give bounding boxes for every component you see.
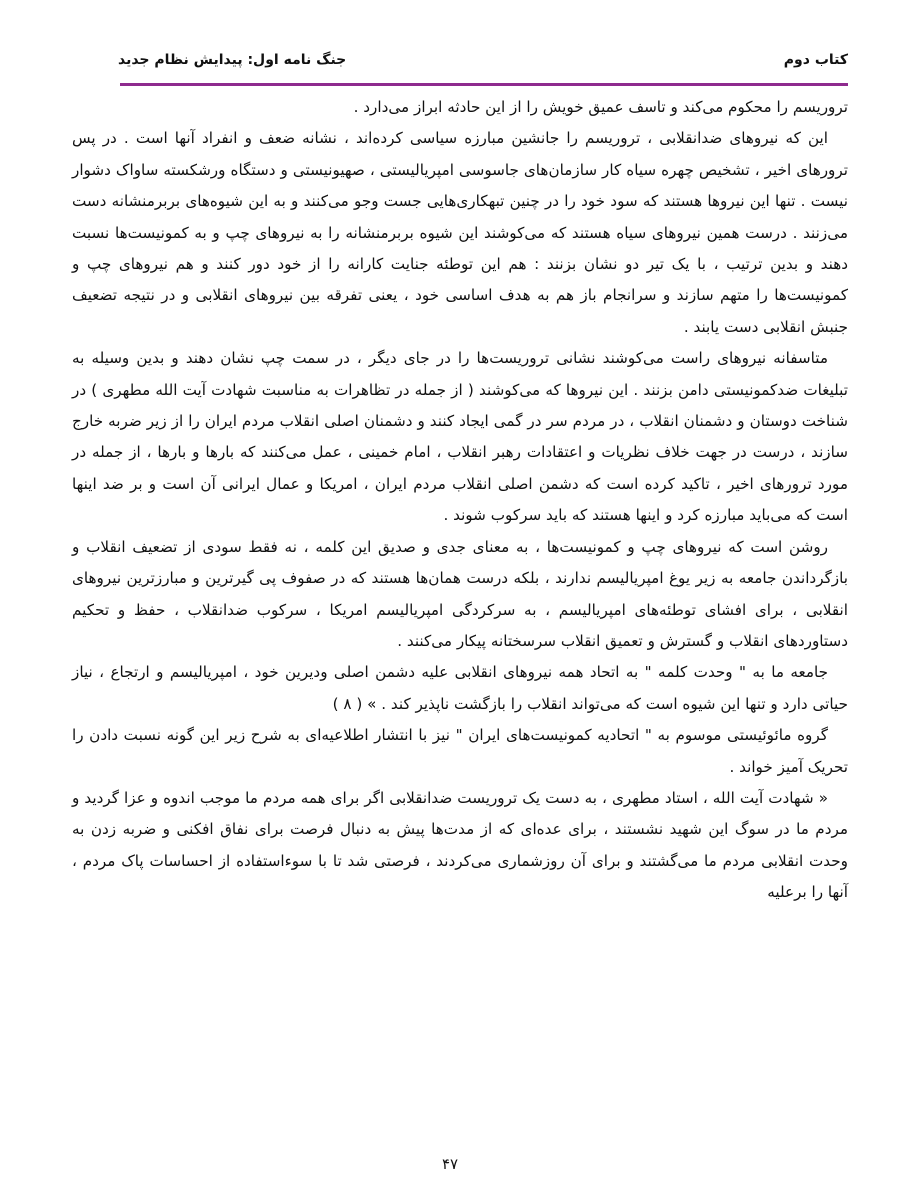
- paragraph: گروه مائوئیستی موسوم به " اتحادیه کمونیست‌های ایران " نیز با انتشار اطلاعیه‌ای به شرح زیر این گونه نسبت دادن را تحریک آمیز خواند .: [72, 726, 848, 776]
- chapter-title: جنگ نامه اول: پیدایش نظام جدید: [118, 52, 347, 68]
- page-body: [72, 92, 848, 909]
- header-divider: [120, 83, 848, 86]
- page-number: ۴۷: [441, 1155, 459, 1173]
- paragraph: روشن است که نیروهای چپ و کمونیست‌ها ، به معنای جدی و صدیق این کلمه ، نه فقط سودی از تضعیف انقلاب و بازگرداندن جامعه به زیر یوغ امپریالیسم ندارند ، بلکه درست همان‌ها هستند که در صفوف پی گیرترین و مبارزترین نیروهای انقلابی ، برای افشای توطئه‌های امپریالیسم ، به سرکردگی امپریالیسم امریکا ، سرکوب ضدانقلاب ، حفظ و تحکیم دستاوردهای انقلاب و گسترش و تعمیق انقلاب سرسختانه پیکار می‌کنند .: [72, 537, 848, 650]
- paragraph: تروریسم را محکوم می‌کند و تاسف عمیق خویش را از این حادثه ابراز می‌دارد .: [353, 98, 848, 116]
- book-title: کتاب دوم: [783, 52, 848, 68]
- paragraph: جامعه ما به " وحدت کلمه " به اتحاد همه نیروهای انقلابی علیه دشمن اصلی ودیرین خود ، امپریالیسم و ارتجاع ، نیاز حیاتی دارد و تنها این شیوه است که می‌تواند انقلاب را بازگشت ناپذیر کند . » ( ۸ ): [72, 663, 848, 713]
- paragraph: این که نیروهای ضدانقلابی ، تروریسم را جانشین مبارزه سیاسی کرده‌اند ، نشانه ضعف و انفراد آنها است . در پس ترورهای اخیر ، تشخیص چهره سیاه کار سازمان‌های جاسوسی امپریالیستی ، صهیونیستی و دستگاه ورشکسته ساواک دشوار نیست . تنها این نیروها هستند که سود خود را در چنین تبهکاری‌هایی جست وجو می‌کنند و به این شیوه‌های بربرمنشانه دست می‌زنند . درست همین نیروهای سیاه هستند که می‌کوشند این شیوه بربرمنشانه را به نیروهای چپ و به کمونیست‌ها نسبت دهند و بدین ترتیب ، با یک تیر دو نشان بزنند : هم این توطئه جنایت کارانه را از خود دور کنند و هم نیروهای چپ و کمونیست‌ها را متهم سازند و سرانجام باز هم به هدف اساسی خود ، یعنی تفرقه بین نیروهای انقلابی و در نتیجه تضعیف جنبش انقلابی دست یابند .: [72, 129, 848, 336]
- running-header: [118, 48, 848, 72]
- paragraph: متاسفانه نیروهای راست می‌کوشند نشانی تروریست‌ها را در جای دیگر ، در سمت چپ نشان دهند و بدین وسیله به تبلیغات ضدکمونیستی دامن بزنند . این نیروها که می‌کوشند ( از جمله در تظاهرات به مناسبت شهادت آیت الله مطهری ) در شناخت دوستان و دشمنان انقلاب ، در مردم سر در گمی ایجاد کنند و دشمنان اصلی انقلاب مردم ایران را از زیر ضربه خارج سازند ، درست در جهت خلاف نظریات و اعتقادات رهبر انقلاب ، امام خمینی ، عمل می‌کنند که بارها و بارها ، از جمله در مورد ترورهای اخیر ، تاکید کرده است که دشمن اصلی انقلاب مردم ایران ، امریکا و عمال ایرانی آن است و بر ضد اینها است که می‌باید مبارزه کرد و اینها هستند که باید سرکوب شوند .: [72, 349, 848, 525]
- paragraph: « شهادت آیت الله ، استاد مطهری ، به دست یک تروریست ضدانقلابی اگر برای همه مردم ما موجب اندوه و عزا گردید و مردم ما در سوگ این شهید نشستند ، برای عده‌ای که از مدت‌ها پیش به دنبال فرصت برای نفاق افکنی و ضربه زدن به وحدت انقلابی مردم ما می‌گشتند و برای آن روزشماری می‌کردند ، فرصتی شد تا با سوءاستفاده از احساسات پاک مردم ، آنها را برعلیه: [72, 788, 848, 902]
